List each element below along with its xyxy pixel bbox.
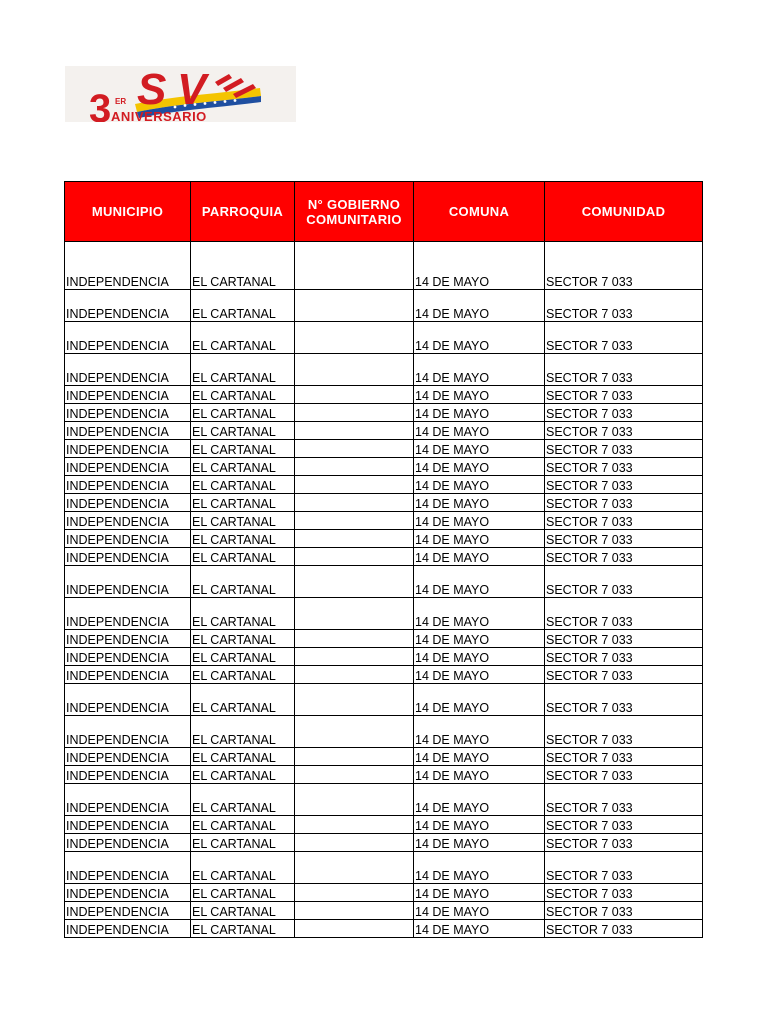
cell-parroquia: EL CARTANAL [191, 920, 295, 938]
cell-gobierno [295, 530, 414, 548]
data-table [64, 181, 703, 938]
column-header-parroquia: PARROQUIA [191, 182, 295, 242]
cell-municipio: INDEPENDENCIA [65, 548, 191, 566]
cell-gobierno [295, 440, 414, 458]
cell-parroquia: EL CARTANAL [191, 784, 295, 816]
cell-parroquia: EL CARTANAL [191, 716, 295, 748]
svg-text:ANIVERSARIO: ANIVERSARIO [111, 109, 207, 122]
cell-parroquia: EL CARTANAL [191, 766, 295, 784]
cell-municipio: INDEPENDENCIA [65, 566, 191, 598]
cell-parroquia: EL CARTANAL [191, 290, 295, 322]
table-row [65, 440, 703, 458]
cell-comuna: 14 DE MAYO [414, 648, 545, 666]
column-header-municipio: MUNICIPIO [65, 182, 191, 242]
cell-comunidad: SECTOR 7 033 [545, 290, 703, 322]
cell-comunidad: SECTOR 7 033 [545, 884, 703, 902]
cell-parroquia: EL CARTANAL [191, 494, 295, 512]
cell-municipio: INDEPENDENCIA [65, 458, 191, 476]
cell-gobierno [295, 476, 414, 494]
cell-comuna: 14 DE MAYO [414, 440, 545, 458]
cell-municipio: INDEPENDENCIA [65, 784, 191, 816]
cell-comuna: 14 DE MAYO [414, 494, 545, 512]
cell-comuna: 14 DE MAYO [414, 902, 545, 920]
anniversary-logo [65, 66, 296, 122]
cell-gobierno [295, 548, 414, 566]
cell-parroquia: EL CARTANAL [191, 242, 295, 290]
cell-gobierno [295, 648, 414, 666]
cell-gobierno [295, 630, 414, 648]
table-row [65, 548, 703, 566]
cell-comunidad: SECTOR 7 033 [545, 242, 703, 290]
cell-comunidad: SECTOR 7 033 [545, 902, 703, 920]
cell-gobierno [295, 884, 414, 902]
cell-gobierno [295, 386, 414, 404]
header-row [65, 182, 703, 242]
cell-gobierno [295, 920, 414, 938]
cell-comunidad: SECTOR 7 033 [545, 816, 703, 834]
cell-comunidad: SECTOR 7 033 [545, 458, 703, 476]
cell-municipio: INDEPENDENCIA [65, 476, 191, 494]
svg-text:3: 3 [89, 87, 112, 122]
cell-municipio: INDEPENDENCIA [65, 322, 191, 354]
cell-parroquia: EL CARTANAL [191, 598, 295, 630]
cell-comunidad: SECTOR 7 033 [545, 512, 703, 530]
cell-comunidad: SECTOR 7 033 [545, 630, 703, 648]
cell-comunidad: SECTOR 7 033 [545, 766, 703, 784]
cell-gobierno [295, 290, 414, 322]
cell-comunidad: SECTOR 7 033 [545, 748, 703, 766]
cell-municipio: INDEPENDENCIA [65, 598, 191, 630]
cell-gobierno [295, 852, 414, 884]
cell-comuna: 14 DE MAYO [414, 884, 545, 902]
cell-comuna: 14 DE MAYO [414, 322, 545, 354]
cell-parroquia: EL CARTANAL [191, 386, 295, 404]
cell-parroquia: EL CARTANAL [191, 512, 295, 530]
cell-municipio: INDEPENDENCIA [65, 440, 191, 458]
column-header-gobierno-comunitario: N° GOBIERNO COMUNITARIO [295, 182, 414, 242]
cell-comuna: 14 DE MAYO [414, 716, 545, 748]
cell-comunidad: SECTOR 7 033 [545, 494, 703, 512]
table-header [65, 182, 703, 242]
cell-comuna: 14 DE MAYO [414, 354, 545, 386]
cell-comunidad: SECTOR 7 033 [545, 422, 703, 440]
cell-comunidad: SECTOR 7 033 [545, 598, 703, 630]
cell-gobierno [295, 748, 414, 766]
table-row [65, 566, 703, 598]
table-row [65, 648, 703, 666]
cell-comunidad: SECTOR 7 033 [545, 566, 703, 598]
cell-parroquia: EL CARTANAL [191, 648, 295, 666]
svg-text:V: V [177, 66, 207, 114]
cell-comuna: 14 DE MAYO [414, 476, 545, 494]
cell-comunidad: SECTOR 7 033 [545, 684, 703, 716]
cell-comunidad: SECTOR 7 033 [545, 386, 703, 404]
cell-comunidad: SECTOR 7 033 [545, 404, 703, 422]
table-row [65, 920, 703, 938]
cell-parroquia: EL CARTANAL [191, 834, 295, 852]
cell-comuna: 14 DE MAYO [414, 666, 545, 684]
cell-municipio: INDEPENDENCIA [65, 716, 191, 748]
cell-comunidad: SECTOR 7 033 [545, 852, 703, 884]
table-row [65, 748, 703, 766]
cell-comuna: 14 DE MAYO [414, 816, 545, 834]
cell-gobierno [295, 816, 414, 834]
cell-comunidad: SECTOR 7 033 [545, 666, 703, 684]
cell-parroquia: EL CARTANAL [191, 548, 295, 566]
cell-municipio: INDEPENDENCIA [65, 290, 191, 322]
table-row [65, 354, 703, 386]
column-header-comunidad: COMUNIDAD [545, 182, 703, 242]
cell-gobierno [295, 458, 414, 476]
cell-comuna: 14 DE MAYO [414, 530, 545, 548]
table-row [65, 476, 703, 494]
cell-municipio: INDEPENDENCIA [65, 884, 191, 902]
table-row [65, 630, 703, 648]
column-header-comuna: COMUNA [414, 182, 545, 242]
cell-municipio: INDEPENDENCIA [65, 748, 191, 766]
cell-gobierno [295, 902, 414, 920]
table-body [65, 242, 703, 938]
cell-municipio: INDEPENDENCIA [65, 354, 191, 386]
cell-gobierno [295, 566, 414, 598]
cell-parroquia: EL CARTANAL [191, 354, 295, 386]
table-row [65, 422, 703, 440]
table-row [65, 458, 703, 476]
cell-comuna: 14 DE MAYO [414, 458, 545, 476]
cell-comunidad: SECTOR 7 033 [545, 476, 703, 494]
cell-municipio: INDEPENDENCIA [65, 666, 191, 684]
cell-gobierno [295, 716, 414, 748]
cell-municipio: INDEPENDENCIA [65, 834, 191, 852]
cell-municipio: INDEPENDENCIA [65, 530, 191, 548]
cell-comunidad: SECTOR 7 033 [545, 322, 703, 354]
cell-comuna: 14 DE MAYO [414, 386, 545, 404]
cell-comuna: 14 DE MAYO [414, 422, 545, 440]
cell-comunidad: SECTOR 7 033 [545, 530, 703, 548]
cell-comuna: 14 DE MAYO [414, 748, 545, 766]
cell-comunidad: SECTOR 7 033 [545, 440, 703, 458]
cell-parroquia: EL CARTANAL [191, 404, 295, 422]
cell-comuna: 14 DE MAYO [414, 630, 545, 648]
cell-gobierno [295, 242, 414, 290]
cell-parroquia: EL CARTANAL [191, 666, 295, 684]
cell-municipio: INDEPENDENCIA [65, 766, 191, 784]
table-row [65, 242, 703, 290]
cell-comunidad: SECTOR 7 033 [545, 354, 703, 386]
cell-comuna: 14 DE MAYO [414, 566, 545, 598]
cell-comuna: 14 DE MAYO [414, 598, 545, 630]
svg-text:S: S [137, 66, 167, 114]
cell-parroquia: EL CARTANAL [191, 816, 295, 834]
cell-gobierno [295, 512, 414, 530]
cell-comunidad: SECTOR 7 033 [545, 920, 703, 938]
cell-gobierno [295, 598, 414, 630]
cell-municipio: INDEPENDENCIA [65, 404, 191, 422]
cell-comunidad: SECTOR 7 033 [545, 716, 703, 748]
cell-gobierno [295, 766, 414, 784]
cell-gobierno [295, 322, 414, 354]
table-row [65, 512, 703, 530]
table-row [65, 386, 703, 404]
cell-gobierno [295, 784, 414, 816]
cell-comuna: 14 DE MAYO [414, 548, 545, 566]
cell-comuna: 14 DE MAYO [414, 784, 545, 816]
table-row [65, 716, 703, 748]
cell-parroquia: EL CARTANAL [191, 566, 295, 598]
table-row [65, 530, 703, 548]
cell-comunidad: SECTOR 7 033 [545, 648, 703, 666]
cell-gobierno [295, 666, 414, 684]
cell-municipio: INDEPENDENCIA [65, 902, 191, 920]
cell-municipio: INDEPENDENCIA [65, 920, 191, 938]
cell-gobierno [295, 834, 414, 852]
cell-comunidad: SECTOR 7 033 [545, 548, 703, 566]
cell-parroquia: EL CARTANAL [191, 852, 295, 884]
cell-comuna: 14 DE MAYO [414, 404, 545, 422]
cell-municipio: INDEPENDENCIA [65, 630, 191, 648]
logo-graphic [65, 66, 296, 122]
table-row [65, 766, 703, 784]
cell-municipio: INDEPENDENCIA [65, 852, 191, 884]
cell-parroquia: EL CARTANAL [191, 458, 295, 476]
cell-parroquia: EL CARTANAL [191, 684, 295, 716]
cell-gobierno [295, 684, 414, 716]
cell-municipio: INDEPENDENCIA [65, 816, 191, 834]
table-row [65, 404, 703, 422]
cell-parroquia: EL CARTANAL [191, 476, 295, 494]
cell-comuna: 14 DE MAYO [414, 684, 545, 716]
cell-comunidad: SECTOR 7 033 [545, 784, 703, 816]
table-row [65, 666, 703, 684]
table-row [65, 684, 703, 716]
cell-comuna: 14 DE MAYO [414, 852, 545, 884]
cell-municipio: INDEPENDENCIA [65, 242, 191, 290]
cell-comuna: 14 DE MAYO [414, 290, 545, 322]
table-row [65, 494, 703, 512]
table-row [65, 290, 703, 322]
cell-parroquia: EL CARTANAL [191, 422, 295, 440]
cell-comuna: 14 DE MAYO [414, 766, 545, 784]
table-row [65, 784, 703, 816]
table-row [65, 834, 703, 852]
cell-gobierno [295, 494, 414, 512]
table-row [65, 598, 703, 630]
svg-text:ER: ER [115, 97, 127, 106]
table-row [65, 852, 703, 884]
cell-municipio: INDEPENDENCIA [65, 648, 191, 666]
cell-municipio: INDEPENDENCIA [65, 684, 191, 716]
cell-comuna: 14 DE MAYO [414, 920, 545, 938]
cell-parroquia: EL CARTANAL [191, 748, 295, 766]
table-row [65, 884, 703, 902]
table-row [65, 322, 703, 354]
cell-parroquia: EL CARTANAL [191, 440, 295, 458]
table-row [65, 902, 703, 920]
table-row [65, 816, 703, 834]
cell-gobierno [295, 404, 414, 422]
cell-gobierno [295, 422, 414, 440]
cell-municipio: INDEPENDENCIA [65, 494, 191, 512]
cell-parroquia: EL CARTANAL [191, 630, 295, 648]
cell-comunidad: SECTOR 7 033 [545, 834, 703, 852]
cell-parroquia: EL CARTANAL [191, 530, 295, 548]
cell-parroquia: EL CARTANAL [191, 322, 295, 354]
cell-comuna: 14 DE MAYO [414, 834, 545, 852]
cell-municipio: INDEPENDENCIA [65, 512, 191, 530]
cell-comuna: 14 DE MAYO [414, 242, 545, 290]
cell-parroquia: EL CARTANAL [191, 884, 295, 902]
cell-comuna: 14 DE MAYO [414, 512, 545, 530]
cell-municipio: INDEPENDENCIA [65, 386, 191, 404]
cell-parroquia: EL CARTANAL [191, 902, 295, 920]
cell-municipio: INDEPENDENCIA [65, 422, 191, 440]
cell-gobierno [295, 354, 414, 386]
